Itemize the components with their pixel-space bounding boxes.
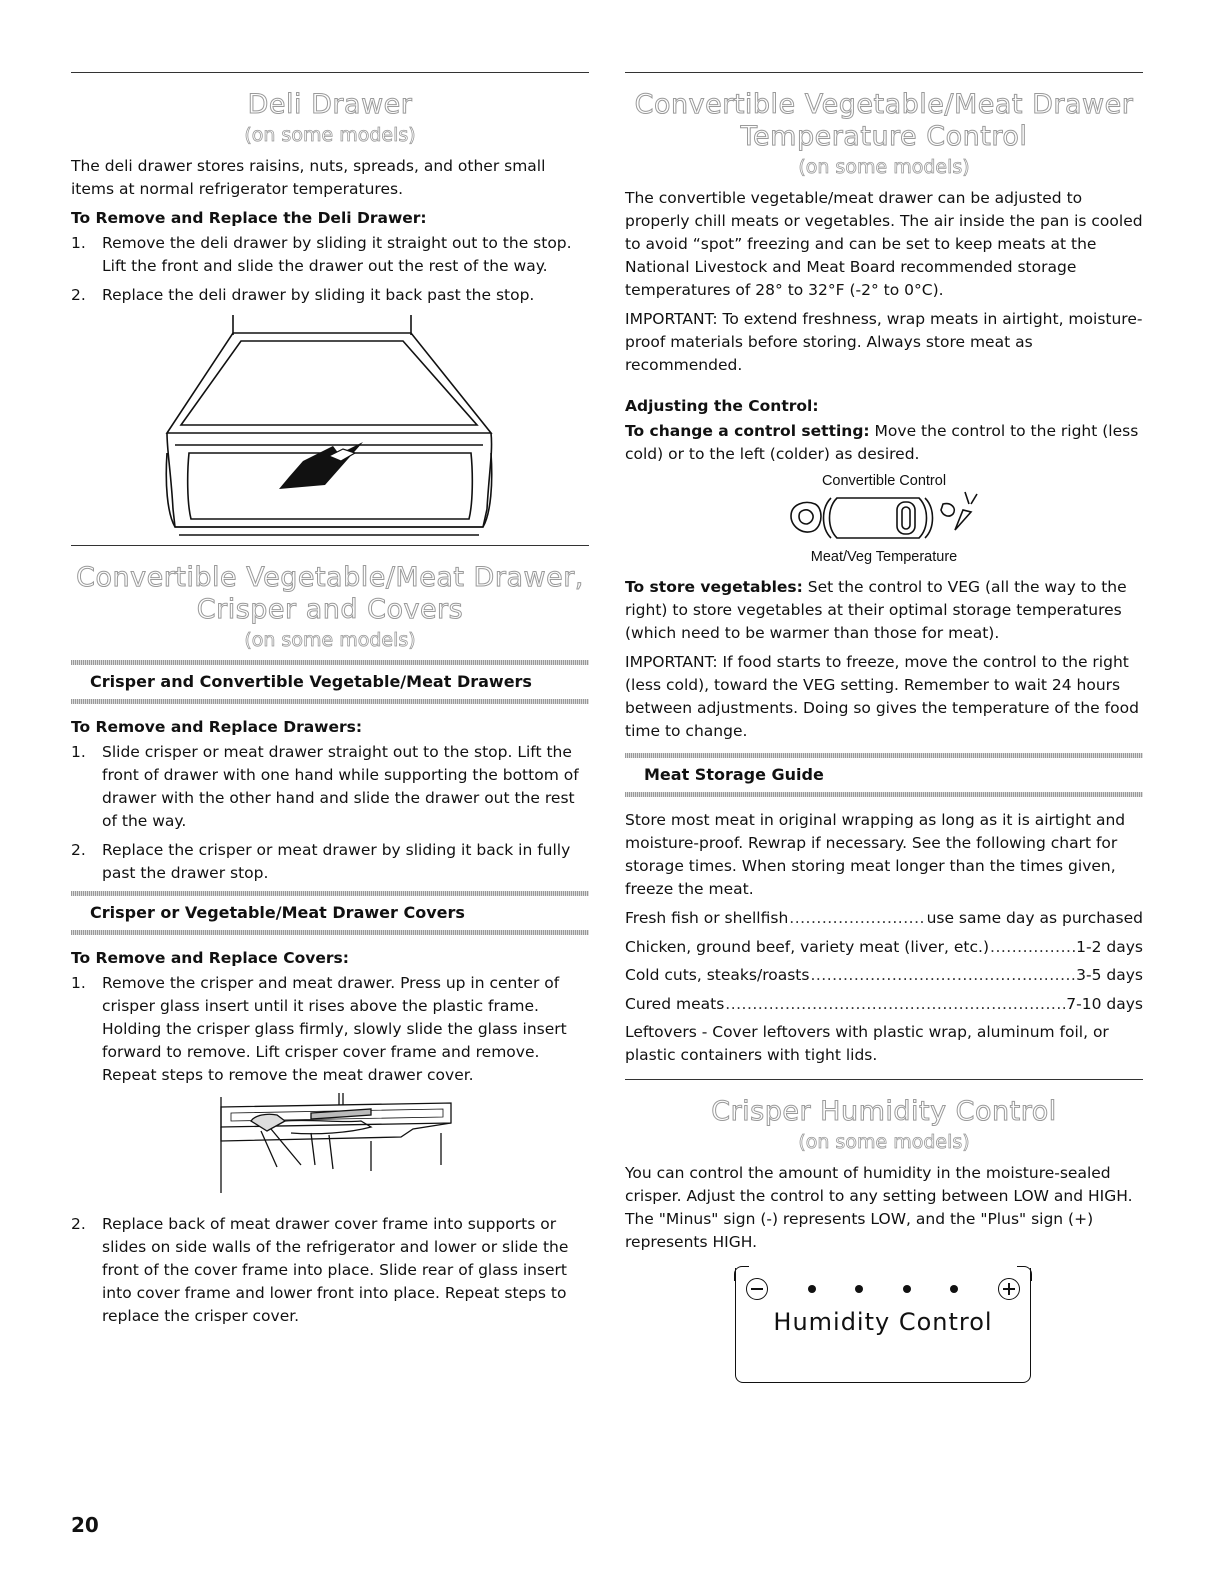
band-bottom (625, 792, 1143, 797)
store-vegetables-text: To store vegetables: Set the control to VEG (all the way to the right) to store vegetables at their optimal storage temperatures (which need to be warmer than those for meat). (625, 578, 1127, 642)
right-column (625, 72, 1143, 1383)
plus-button[interactable] (998, 1278, 1020, 1300)
control-bottom-label: Meat/Veg Temperature (810, 549, 958, 565)
band-bottom (71, 699, 589, 704)
adjust-control-heading: Adjusting the Control: (625, 397, 819, 415)
drawers-band-heading: Crisper and Convertible Vegetable/Meat Drawers (90, 672, 532, 691)
drawers-remove-heading: To Remove and Replace Drawers: (71, 718, 363, 736)
humidity-control-panel (735, 1268, 1031, 1383)
leftovers-text: Leftovers - Cover leftovers with plastic wrap, aluminum foil, or plastic containers with tight lids. (625, 1023, 1109, 1064)
table-row: Cold cuts, steaks/roasts ..... 3-5 days (625, 964, 1143, 987)
deli-steps (71, 232, 589, 307)
deli-drawer-title: Deli Drawer (247, 89, 413, 120)
table-row: Fresh fish or shellfish ..... use same day as purchased (625, 907, 1143, 930)
meat-storage-intro: Store most meat in original wrapping as long as it is airtight and moisture-proof. Rewrap if necessary. See the following chart for storage times. When storing meat longer than the times given, freeze the meat. (625, 811, 1126, 898)
convertible-drawer-title-1: Convertible Vegetable/Meat Drawer, (76, 562, 584, 593)
humidity-text: You can control the amount of humidity in the moisture-sealed crisper. Adjust the control to any setting between LOW and HIGH. The "Minus" sign (-) represents LOW, and the "Plus" sign (+) represents HIGH. (625, 1164, 1133, 1251)
change-control-text: To change a control setting: Move the control to the right (less cold) or to the left (colder) as desired. (625, 422, 1139, 463)
page-number: 20 (71, 1513, 99, 1537)
deli-drawer-illustration (71, 313, 589, 537)
table-row: Cured meats ..... 7-10 days (625, 993, 1143, 1016)
covers-steps (71, 972, 589, 1087)
covers-band-heading: Crisper or Vegetable/Meat Drawer Covers (90, 903, 465, 922)
humidity-level-dot (950, 1285, 958, 1293)
humidity-level-dot (903, 1285, 911, 1293)
humidity-title: Crisper Humidity Control (711, 1096, 1057, 1127)
list-item: 1. Remove the deli drawer by sliding it straight out to the stop. Lift the front and slide the drawer out the rest of the way. (71, 234, 572, 275)
convertible-control-diagram (625, 490, 1143, 546)
convertible-drawer-title-2: Crisper and Covers (196, 594, 464, 625)
meat-storage-band-heading: Meat Storage Guide (644, 765, 824, 784)
left-column (71, 72, 589, 1334)
deli-intro: The deli drawer stores raisins, nuts, spreads, and other small items at normal refrigerator temperatures. (71, 157, 546, 198)
band-bottom (71, 930, 589, 935)
deli-drawer-subtitle: (on some models) (244, 124, 416, 146)
list-item: 2. Replace the deli drawer by sliding it back past the stop. (71, 286, 535, 304)
list-item: 1. Slide crisper or meat drawer straight out to the stop. Lift the front of drawer with one hand while supporting the bottom of drawer with the other hand and slide the drawer out the rest of the way. (71, 743, 579, 830)
humidity-panel-label: Humidity Control (773, 1308, 993, 1336)
temp-control-title-1: Convertible Vegetable/Meat Drawer (634, 89, 1134, 120)
list-item: 2. Replace the crisper or meat drawer by sliding it back in fully past the drawer stop. (71, 841, 571, 882)
list-item: 2. Replace back of meat drawer cover frame into supports or slides on side walls of the refrigerator and lower or slide the front of the cover frame into place. Slide rear of glass insert into cover frame and lower front into place. Repeat steps to replace the crisper cover. (71, 1215, 569, 1325)
humidity-level-dot (808, 1285, 816, 1293)
crisper-cover-illustration (71, 1093, 589, 1199)
meat-storage-chart (625, 907, 1143, 1016)
control-top-label: Convertible Control (821, 473, 947, 489)
arrow-icon (279, 442, 363, 489)
humidity-level-dot (855, 1285, 863, 1293)
list-item: 1. Remove the crisper and meat drawer. Press up in center of crisper glass insert until it rises above the plastic frame. Holding the crisper glass firmly, slowly slide the glass insert forward to remove. Lift crisper cover frame and remove. Repeat steps to remove the meat drawer cover. (71, 974, 567, 1084)
table-row: Chicken, ground beef, variety meat (liver, etc.) ..... 1-2 days (625, 936, 1143, 959)
minus-button[interactable] (746, 1278, 768, 1300)
temp-intro: The convertible vegetable/meat drawer can be adjusted to properly chill meats or vegetables. The air inside the pan is cooled to avoid “spot” freezing and can be set to keep meats at the National Livestock and Meat Board recommended storage temperatures of 28° to 32°F (-2° to 0°C). (625, 189, 1143, 299)
temp-important-2: IMPORTANT: If food starts to freeze, move the control to the right (less cold), toward the VEG setting. Remember to wait 24 hours between adjustments. Doing so gives the temperature of the food time to change. (625, 653, 1139, 740)
humidity-subtitle: (on some models) (798, 1131, 970, 1153)
covers-steps-continued (71, 1213, 589, 1328)
deli-remove-heading: To Remove and Replace the Deli Drawer: (71, 209, 427, 227)
temp-important-1: IMPORTANT: To extend freshness, wrap meats in airtight, moisture-proof materials before storing. Always store meat as recommended. (625, 310, 1143, 374)
convertible-drawer-subtitle: (on some models) (244, 629, 416, 651)
drawers-steps (71, 741, 589, 885)
covers-remove-heading: To Remove and Replace Covers: (71, 949, 349, 967)
temp-control-title-2: Temperature Control (740, 121, 1028, 152)
temp-control-subtitle: (on some models) (798, 156, 970, 178)
vegetable-icon (941, 492, 977, 530)
meat-icon (791, 503, 821, 533)
